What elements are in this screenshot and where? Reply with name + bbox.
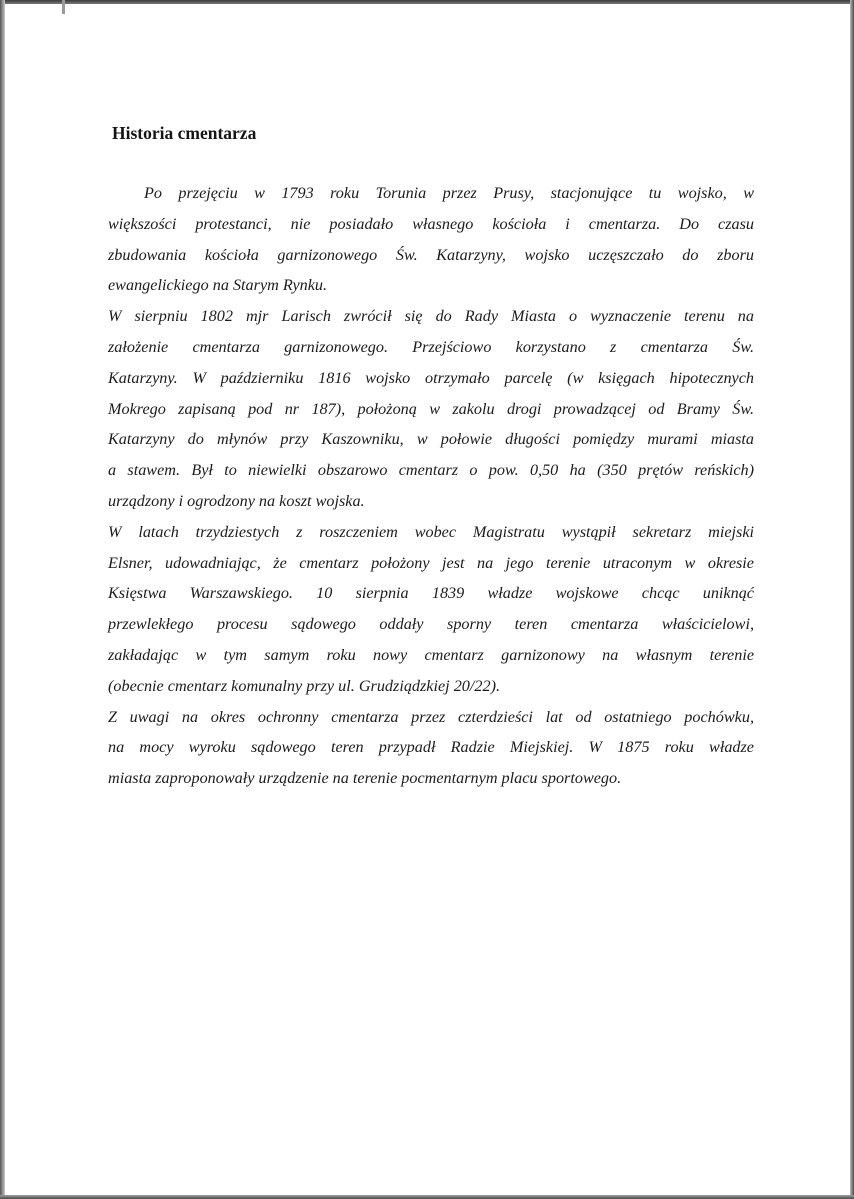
text-line: (obecnie cmentarz komunalny przy ul. Grudziądzkiej 20/22). [108,676,501,695]
text-line: miasta zaproponowały urządzenie na terenie pocmentarnym placu sportowego. [108,769,622,788]
text-line: większości protestanci, nie posiadało własnego kościoła i cmentarza. Do czasu [108,214,754,233]
document-heading: Historia cmentarza [112,123,257,143]
text-line: W latach trzydziestych z roszczeniem wobec Magistratu wystąpił sekretarz miejski [108,522,754,541]
text-line: urządzony i ogrodzony na koszt wojska. [108,491,365,510]
text-line: Elsner, udowadniając, że cmentarz położony jest na jego terenie utraconym w okresie [108,553,754,572]
document-body [108,178,754,794]
text-line: Katarzyny do młynów przy Kaszowniku, w połowie długości pomiędzy murami miasta [108,430,754,449]
text-line: a stawem. Był to niewielki obszarowo cmentarz o pow. 0,50 ha (350 prętów reńskich) [108,461,754,480]
scan-edge-bottom [0,1195,854,1199]
text-line: Z uwagi na okres ochronny cmentarza przez czterdzieści lat od ostatniego pochówku, [108,707,754,726]
text-line: zakładając w tym samym roku nowy cmentarz garnizonowy na własnym terenie [108,645,754,664]
scan-edge-left [0,0,5,1199]
text-line: Mokrego zapisaną pod nr 187), położoną w zakolu drogi prowadzącej od Bramy Św. [108,399,754,418]
text-line: zbudowania kościoła garnizonowego Św. Katarzyny, wojsko uczęszczało do zboru [108,245,754,264]
scan-mark [62,0,65,14]
text-line: Księstwa Warszawskiego. 10 sierpnia 1839 władze wojskowe chcąc uniknąć [108,584,754,603]
scan-edge-top [0,0,854,4]
text-line: Katarzyny. W październiku 1816 wojsko otrzymało parcelę (w księgach hipotecznych [108,368,754,387]
text-line: założenie cmentarza garnizonowego. Przejściowo korzystano z cmentarza Św. [108,337,754,356]
scan-edge-right [850,0,854,1199]
text-line: ewangelickiego na Starym Rynku. [108,276,328,295]
text-line: na mocy wyroku sądowego teren przypadł Radzie Miejskiej. W 1875 roku władze [108,738,754,757]
text-line: Po przejęciu w 1793 roku Torunia przez Prusy, stacjonujące tu wojsko, w [144,184,754,202]
text-line: przewlekłego procesu sądowego oddały sporny teren cmentarza właścicielowi, [108,615,754,634]
text-line: W sierpniu 1802 mjr Larisch zwrócił się do Rady Miasta o wyznaczenie terenu na [108,307,754,326]
